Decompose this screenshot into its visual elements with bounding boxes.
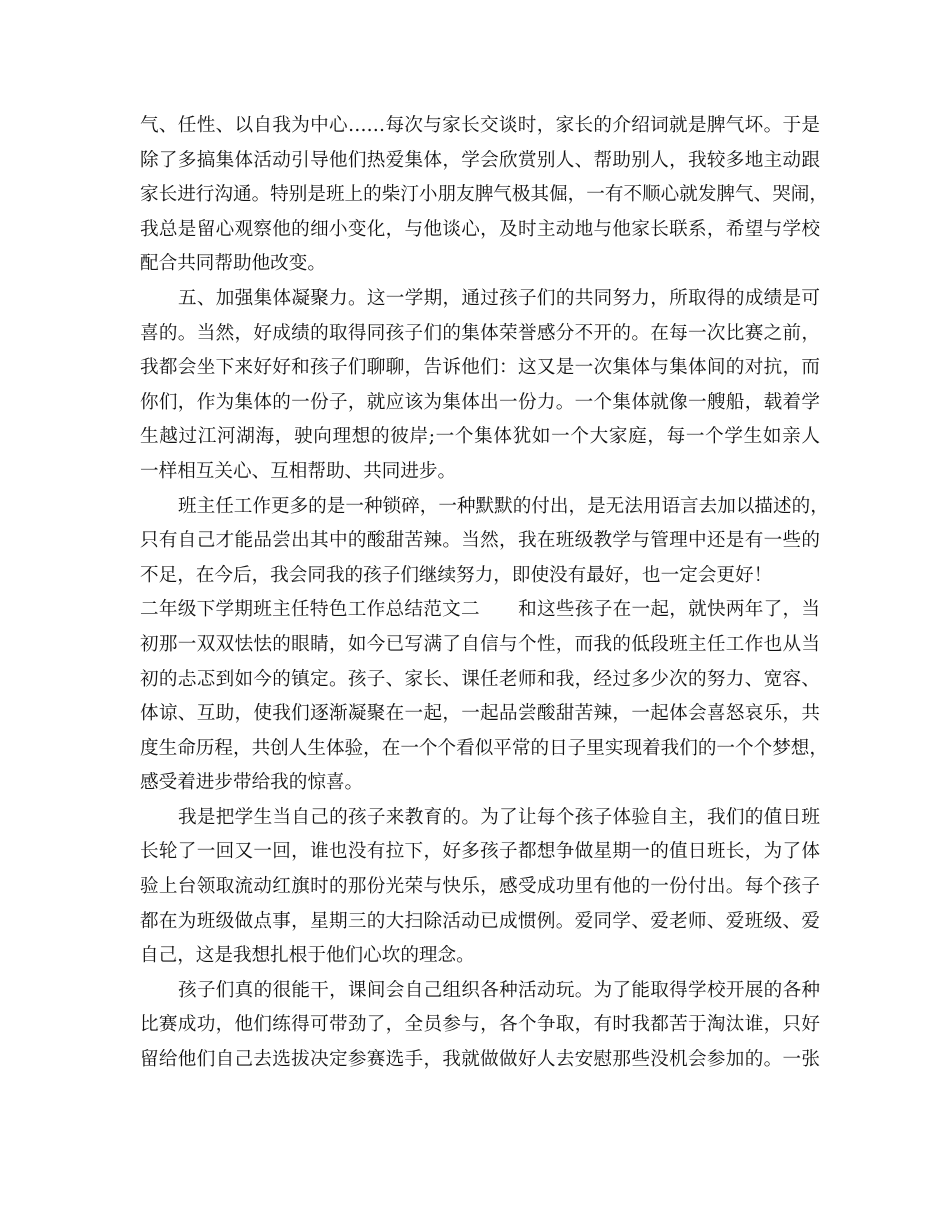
document-page <box>140 109 829 1078</box>
text-line: 你们，作为集体的一份子，就应该为集体出一份力。一个集体就像一艘船，载着学 <box>140 391 820 413</box>
paragraph-first-line: 班主任工作更多的是一种锁碎，一种默默的付出，是无法用语言去加以描述的， <box>178 495 829 517</box>
text-line: 只有自己才能品尝出其中的酸甜苦辣。当然，我在班级教学与管理中还是有一些的 <box>140 530 820 552</box>
text-line: 感受着进步带给我的惊喜。 <box>140 772 364 794</box>
text-line: 初那一双双怯怯的眼睛，如今已写满了自信与个性，而我的低段班主任工作也从当 <box>140 633 820 655</box>
text-line: 我总是留心观察他的细小变化，与他谈心，及时主动地与他家长联系，希望与学校 <box>140 218 820 240</box>
paragraph-first-line: 孩子们真的很能干，课间会自己组织各种活动玩。为了能取得学校开展的各种 <box>178 979 820 1001</box>
text-line: 留给他们自己去选拔决定参赛选手，我就做做好人去安慰那些没机会参加的。一张 <box>140 1049 820 1071</box>
text-line: 家长进行沟通。特别是班上的柴汀小朋友脾气极其倔，一有不顺心就发脾气、哭闹， <box>140 184 828 206</box>
text-line: 不足，在今后，我会同我的孩子们继续努力，即使没有最好，也一定会更好！ <box>140 564 773 586</box>
text-line: 验上台领取流动红旗时的那份光荣与快乐，感受成功里有他的一份付出。每个孩子 <box>140 876 820 898</box>
text-line: 一样相互关心、互相帮助、共同进步。 <box>140 460 457 482</box>
text-line: 配合共同帮助他改变。 <box>140 253 326 275</box>
text-line: 生越过江河湖海，驶向理想的彼岸;一个集体犹如一个大家庭，每一个学生如亲人 <box>140 426 820 448</box>
text-line: 初的忐忑到如今的镇定。孩子、家长、课任老师和我，经过多少次的努力、宽容、 <box>140 668 820 690</box>
text-line: 体谅、互助，使我们逐渐凝聚在一起，一起品尝酸甜苦辣，一起体会喜怒哀乐，共 <box>140 703 820 725</box>
text-line: 喜的。当然，好成绩的取得同孩子们的集体荣誉感分不开的。在每一次比赛之前， <box>140 322 820 344</box>
section-title-continuation: 和这些孩子在一起，就快两年了，当 <box>517 599 820 621</box>
text-line: 气、任性、以自我为中心……每次与家长交谈时，家长的介绍词就是脾气坏。于是 <box>140 115 820 136</box>
text-line: 长轮了一回又一回，谁也没有拉下，好多孩子都想争做星期一的值日班长，为了体 <box>140 841 820 863</box>
text-line: 都在为班级做点事，星期三的大扫除活动已成惯例。爱同学、爱老师、爱班级、爱 <box>140 910 820 932</box>
text-line: 除了多搞集体活动引导他们热爱集体，学会欣赏别人、帮助别人，我较多地主动跟 <box>140 149 820 171</box>
text-line: 我都会坐下来好好和孩子们聊聊，告诉他们：这又是一次集体与集体间的对抗，而 <box>140 357 820 379</box>
text-line: 比赛成功，他们练得可带劲了，全员参与，各个争取，有时我都苦于淘汰谁，只好 <box>140 1014 820 1036</box>
paragraph-first-line: 我是把学生当自己的孩子来教育的。为了让每个孩子体验自主，我们的值日班 <box>178 806 820 828</box>
section-title: 二年级下学期班主任特色工作总结范文二 <box>140 599 480 621</box>
text-line: 自己，这是我想扎根于他们心坎的理念。 <box>140 945 475 967</box>
section-title-line <box>140 593 820 628</box>
text-line: 度生命历程，共创人生体验，在一个个看似平常的日子里实现着我们的一个个梦想， <box>140 737 828 759</box>
paragraph-first-line: 五、加强集体凝聚力。这一学期，通过孩子们的共同努力，所取得的成绩是可 <box>178 287 820 309</box>
